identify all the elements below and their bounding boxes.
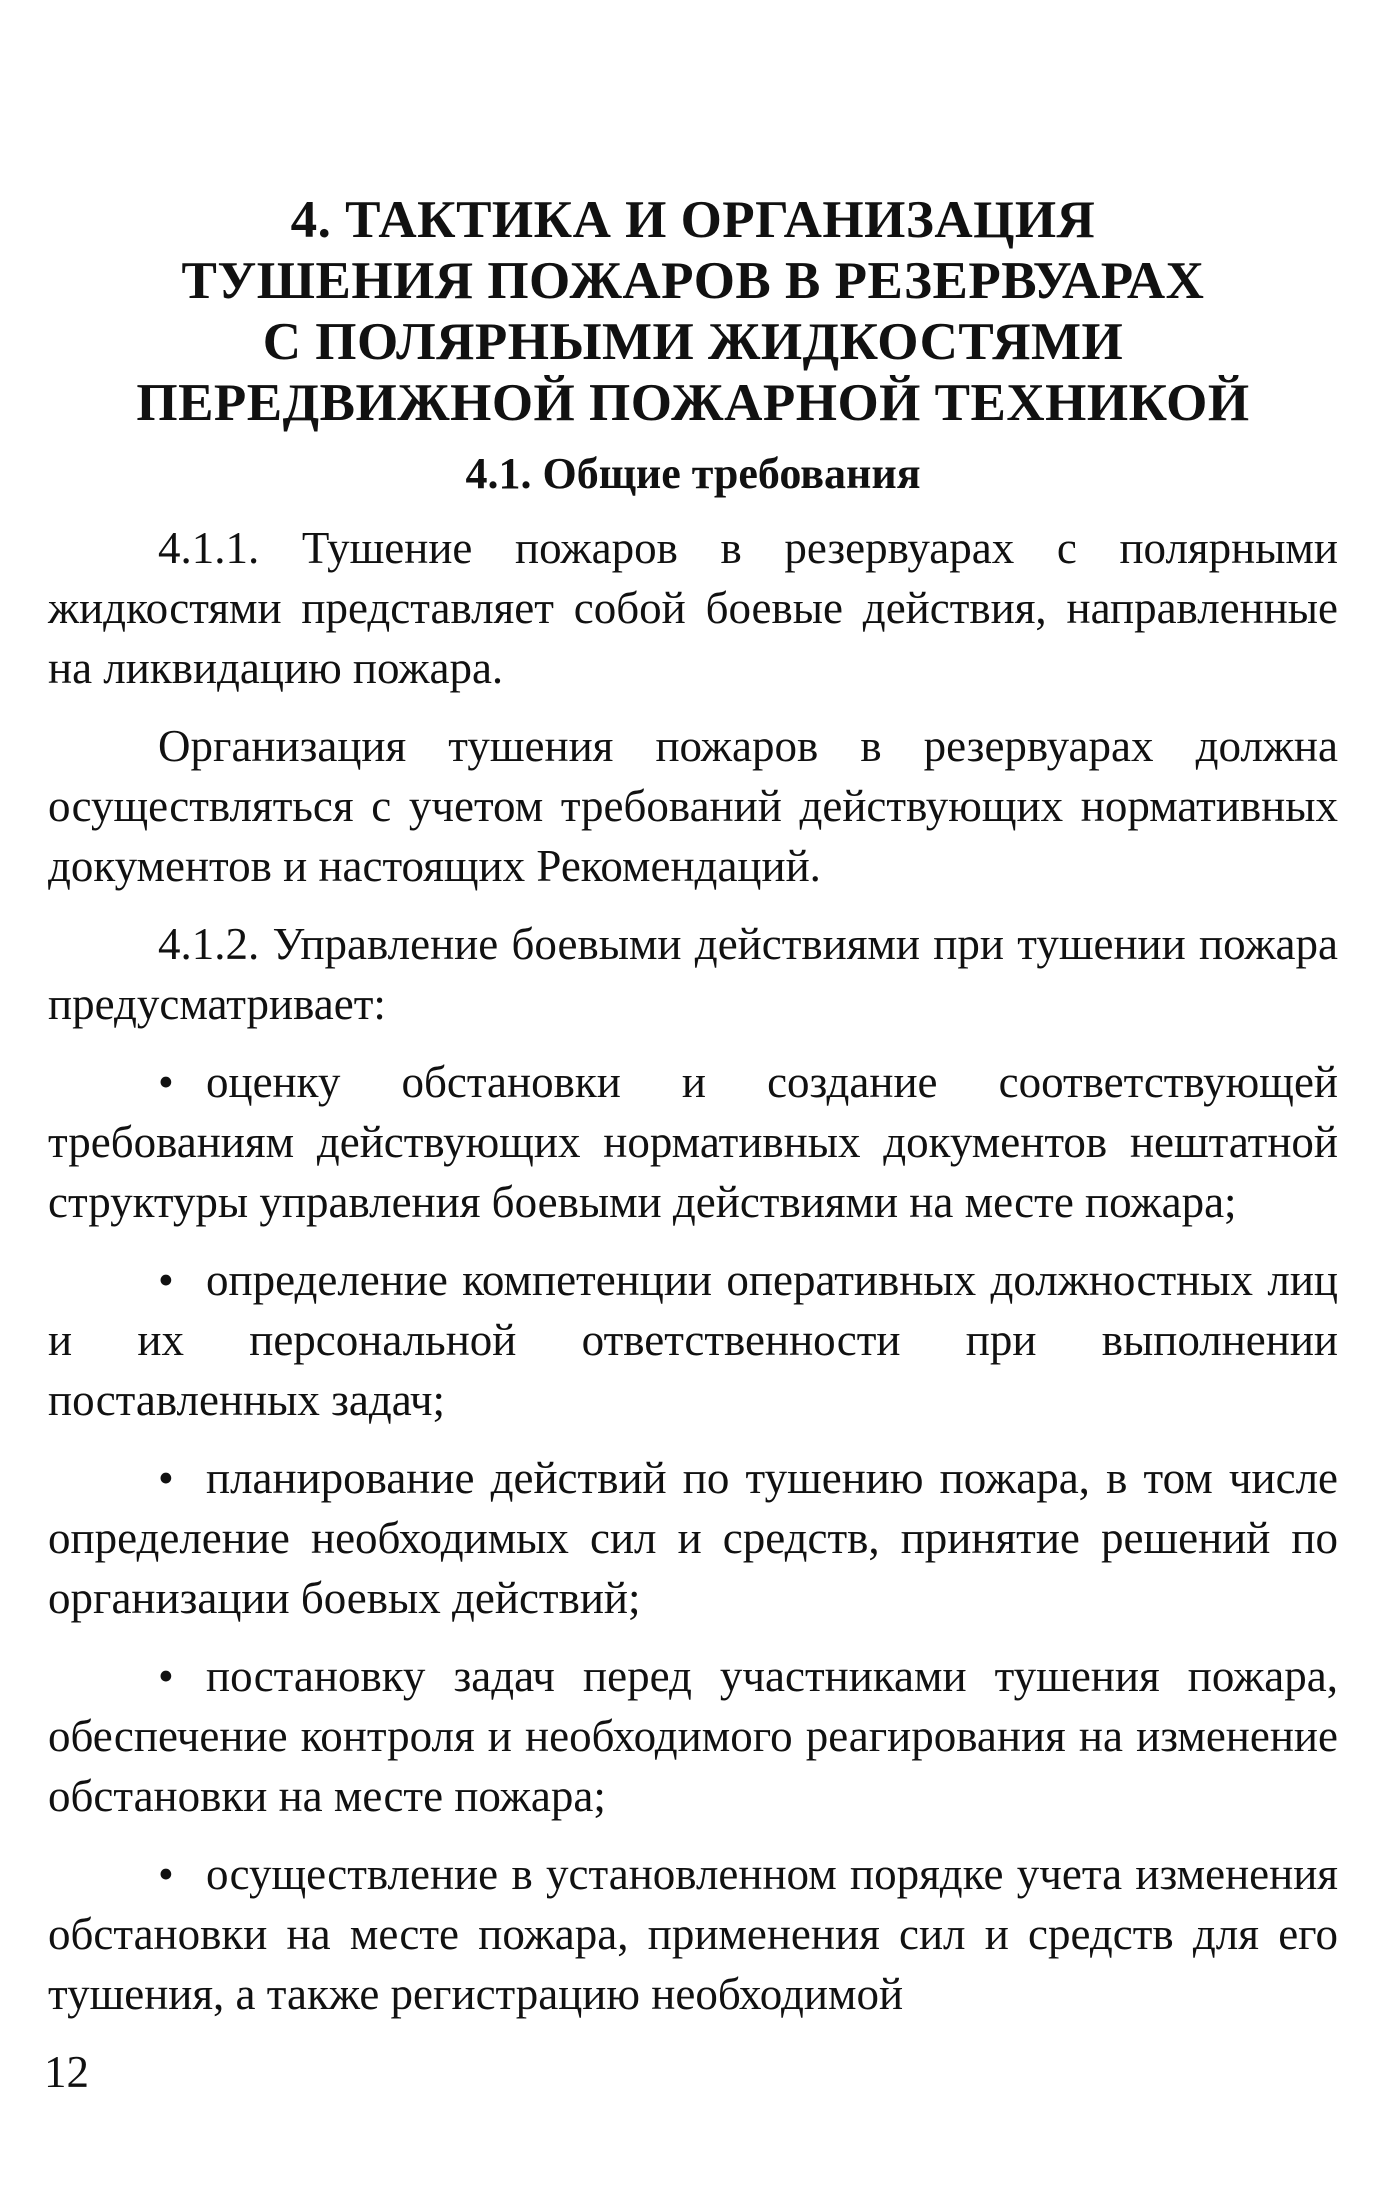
bullet-icon: • <box>158 1849 174 1899</box>
list-item-text: планирование действий по тушению пожара, в том числе определение необходимых сил и средств, принятие решений по организации боевых действий; <box>48 1453 1338 1623</box>
page-body <box>48 190 1338 2042</box>
paragraph-4-1-1: 4.1.1. Тушение пожаров в резервуарах с полярными жидкостями представляет собой боевые действия, направленные на ликвидацию пожара. <box>48 523 1338 693</box>
bullet-icon: • <box>158 1453 174 1503</box>
chapter-title-line: ПЕРЕДВИЖНОЙ ПОЖАРНОЙ ТЕХНИКОЙ <box>136 374 1250 432</box>
list-item <box>48 1250 1338 1430</box>
page-number: 12 <box>44 2047 89 2097</box>
paragraph-4-1-2: 4.1.2. Управление боевыми действиями при тушении пожара предусматривает: <box>48 919 1338 1029</box>
list-item <box>48 1052 1338 1232</box>
section-title: 4.1. Общие требования <box>465 449 921 498</box>
list-item <box>48 1844 1338 2024</box>
list-item <box>48 1448 1338 1628</box>
chapter-title-line: 4. ТАКТИКА И ОРГАНИЗАЦИЯ <box>290 191 1096 249</box>
list-item-text: оценку обстановки и создание соответствующей требованиям действующих нормативных документов нештатной структуры управления боевыми действиями на месте пожара; <box>48 1057 1338 1227</box>
list-item-text: определение компетенции оперативных должностных лиц и их персональной ответственности при выполнении поставленных задач; <box>48 1255 1338 1425</box>
bullet-icon: • <box>158 1057 174 1107</box>
bullet-icon: • <box>158 1255 174 1305</box>
paragraph-organization: Организация тушения пожаров в резервуарах должна осуществляться с учетом требований действующих нормативных документов и настоящих Рекомендаций. <box>48 721 1338 891</box>
chapter-title-line: С ПОЛЯРНЫМИ ЖИДКОСТЯМИ <box>262 313 1124 371</box>
chapter-title <box>48 190 1338 434</box>
bullet-icon: • <box>158 1651 174 1701</box>
list-item <box>48 1646 1338 1826</box>
list-item-text: постановку задач перед участниками тушения пожара, обеспечение контроля и необходимого реагирования на изменение обстановки на месте пожара; <box>48 1651 1338 1821</box>
chapter-title-line: ТУШЕНИЯ ПОЖАРОВ В РЕЗЕРВУАРАХ <box>181 252 1205 310</box>
list-item-text: осуществление в установленном порядке учета изменения обстановки на месте пожара, применения сил и средств для его тушения, а также регистрацию необходимой <box>48 1849 1338 2019</box>
